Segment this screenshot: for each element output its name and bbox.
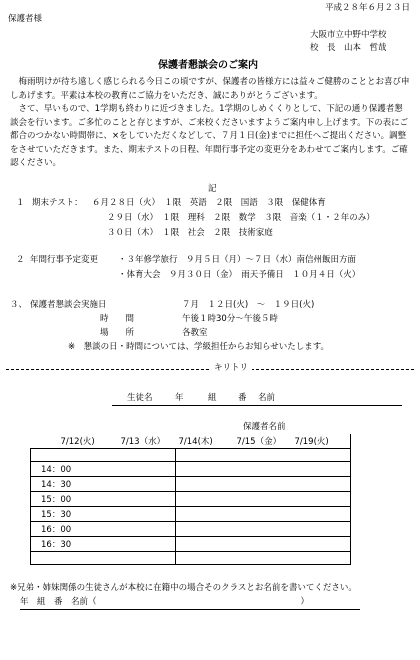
day-header-2: 7/13（水） xyxy=(120,437,166,447)
student-name-label: 生徒名 xyxy=(127,393,153,403)
availability-cell[interactable] xyxy=(176,477,351,492)
item-3-label: 保護者懇談会実施日 xyxy=(30,300,107,310)
recipient: 保護者様 xyxy=(8,14,43,24)
sibling-note: ※兄弟・姉妹関係の生徒さんが本校に在籍中の場合そのクラスとお名前を書いてください。 xyxy=(10,583,357,593)
document-date: 平成２８年６月２３日 xyxy=(324,3,410,13)
sibling-entry-line[interactable]: 年 組 番 名前（ ） xyxy=(20,597,310,607)
item-1-label: 期末テスト： xyxy=(32,198,83,208)
conference-place-value: 各教室 xyxy=(182,328,208,338)
conference-time-label: 時 間 xyxy=(100,314,135,324)
table-row xyxy=(31,492,351,507)
sender-school: 大阪市立中野中学校 xyxy=(310,30,387,40)
ki-heading: 記 xyxy=(208,184,217,194)
day-header-1: 7/12(火) xyxy=(60,437,95,447)
item-1-number: １ xyxy=(16,198,25,208)
time-cell: 14：30 xyxy=(31,477,176,492)
table-row xyxy=(31,552,351,565)
conference-place-label: 場 所 xyxy=(100,328,135,338)
sender-principal: 校 長 山本 哲哉 xyxy=(310,43,387,53)
day-header-4: 7/15（金） xyxy=(236,437,282,447)
availability-cell[interactable] xyxy=(176,507,351,522)
conference-date-range: ７月 １２日(火) ～ １９日(火) xyxy=(182,300,315,310)
schedule-change-line-1: ・３年修学旅行 ９月５日（月）～７日（水）南信州飯田方面 xyxy=(118,255,357,265)
exam-line-1: ６月２８日（火） １限 英語 ２限 国語 ３限 保健体育 xyxy=(92,198,326,208)
availability-cell[interactable] xyxy=(176,522,351,537)
table-row xyxy=(31,477,351,492)
student-name-underline xyxy=(112,405,402,406)
table-row xyxy=(31,462,351,477)
time-cell: 16：00 xyxy=(31,522,176,537)
time-cell: 15：00 xyxy=(31,492,176,507)
exam-line-2: ２９日（水） １限 理科 ２限 数学 ３限 音楽（１・２年のみ） xyxy=(107,213,375,223)
main-paragraph: さて、早いもので、1学期も終わりに近づきました。1学期のしめくくりとして、下記の通り保護者懇談会を行います。ご多忙のことと存じますが、ご来校くださいますようご案内申し上げます。下の表にご都合のつかない時間帯に、×をしていただくなどして、７月１日(金)までに担任へご提出ください。調整をさせていただきます。また、期末テストの日程、年間行事予定の変更分をあわせてご案内します。ご確認ください。 xyxy=(10,104,409,168)
schedule-change-line-2: ・体育大会 ９月３０日（金） 雨天予備日 １０月４日（火） xyxy=(118,270,361,280)
time-cell: 16：30 xyxy=(31,537,176,552)
conference-note: ※ 懇談の日・時間については、学級担任からお知らせいたします。 xyxy=(68,342,330,352)
availability-cell[interactable] xyxy=(176,492,351,507)
table-row xyxy=(31,507,351,522)
greeting-paragraph: 梅雨明けが待ち遠しく感じられる今日この頃ですが、保護者の皆様方には益々ご健勝のこととお喜び申しあげます。平素は本校の教育にご協力をいただき、誠にありがとうございます。 xyxy=(10,77,410,101)
time-cell: 14：00 xyxy=(31,462,176,477)
sibling-entry-underline xyxy=(20,609,360,610)
table-row xyxy=(31,537,351,552)
exam-line-3: ３０日（木） １限 社会 ２限 技術家庭 xyxy=(107,228,273,238)
schedule-form-table xyxy=(30,434,351,565)
student-number-label: 番 xyxy=(238,393,247,403)
guardian-name-label: 保護者名前 xyxy=(243,422,286,432)
availability-cell[interactable] xyxy=(176,462,351,477)
day-header-5: 7/19(火) xyxy=(294,437,329,447)
item-2-number: ２ xyxy=(16,255,25,265)
conference-time-value: 午後１時30分～午後５時 xyxy=(182,314,278,324)
student-class-label: 組 xyxy=(208,393,217,403)
table-row xyxy=(31,449,351,462)
time-cell: 15：30 xyxy=(31,507,176,522)
student-year-label: 年 xyxy=(175,393,184,403)
table-header-row xyxy=(31,434,351,449)
table-row xyxy=(31,522,351,537)
cut-label: キリトリ xyxy=(210,363,252,374)
availability-cell[interactable] xyxy=(176,537,351,552)
item-2-label: 年間行事予定変更 xyxy=(30,255,99,265)
document-title: 保護者懇談会のご案内 xyxy=(158,60,258,71)
item-3-number: ３、 xyxy=(10,300,28,310)
student-name-field-label: 名前 xyxy=(258,393,276,403)
day-header-3: 7/14(木) xyxy=(178,437,213,447)
